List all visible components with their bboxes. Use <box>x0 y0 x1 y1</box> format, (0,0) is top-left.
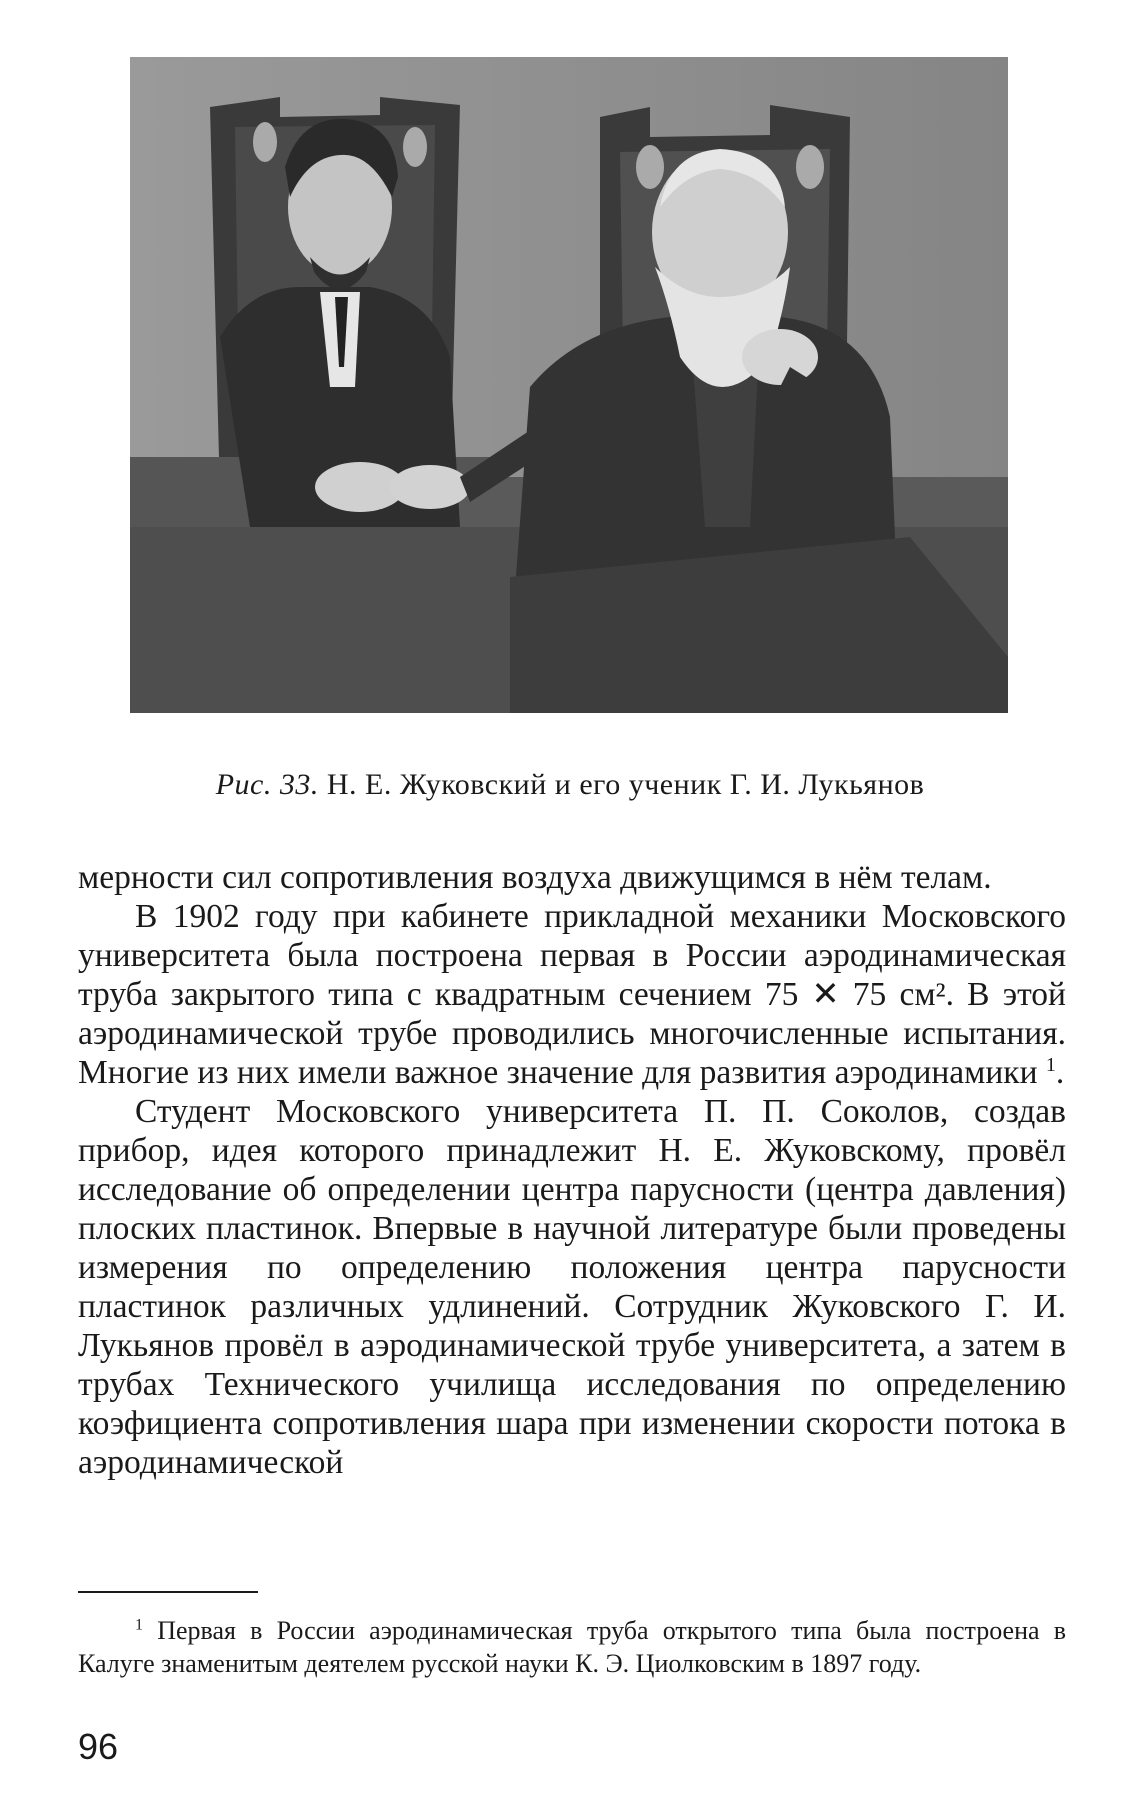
footnote-reference[interactable]: 1 <box>1045 1053 1056 1076</box>
paragraph-wind-tunnel-text: В 1902 году при кабинете прикладной механики Московского университета была построена первая в России аэродинамическая труба закрытого типа с квадратным сечением 75 ✕ 75 см². В этой аэродинамической трубе проводились многочисленные испытания. Многие из них имели важное значение для развития аэродинамики <box>78 898 1066 1091</box>
figure-caption <box>0 768 1140 802</box>
page-number: 96 <box>78 1726 119 1767</box>
footnote <box>78 1614 1066 1680</box>
paragraph-sokolov: Студент Московского университета П. П. Соколов, создав прибор, идея которого принадлежит Н. Е. Жуковскому, провёл исследование об определении центра парусности (центра давления) плоских пластинок. Впервые в научной литературе были проведены измерения по определению положения центра парусности пластинок различных удлинений. Сотрудник Жуковского Г. И. Лукьянов провёл в аэродинамической трубе университета, а затем в трубах Технического училища исследования по определению коэфициента сопротивления шара при изменении скорости потока в аэродинамической <box>78 1093 1066 1481</box>
portrait-photo-image <box>130 57 1008 713</box>
figure-caption-text: Н. Е. Жуковский и его ученик Г. И. Лукьянов <box>326 768 925 801</box>
photograph <box>130 57 1008 713</box>
paragraph-continuation: мерности сил сопротивления воздуха движущимся в нём телам. <box>78 859 992 896</box>
figure-label: Рис. 33. <box>215 768 319 801</box>
paragraph-wind-tunnel <box>78 897 1066 1092</box>
footnote-marker: 1 <box>135 1616 143 1634</box>
body-text <box>78 858 1066 1482</box>
footnote-divider <box>78 1591 258 1593</box>
paragraph-wind-tunnel-tail: . <box>1055 1054 1065 1091</box>
footnote-text: Первая в России аэродинамическая труба открытого типа была построена в Калуге знаменитым деятелем русской науки К. Э. Циолковским в 1897 году. <box>78 1616 1066 1678</box>
